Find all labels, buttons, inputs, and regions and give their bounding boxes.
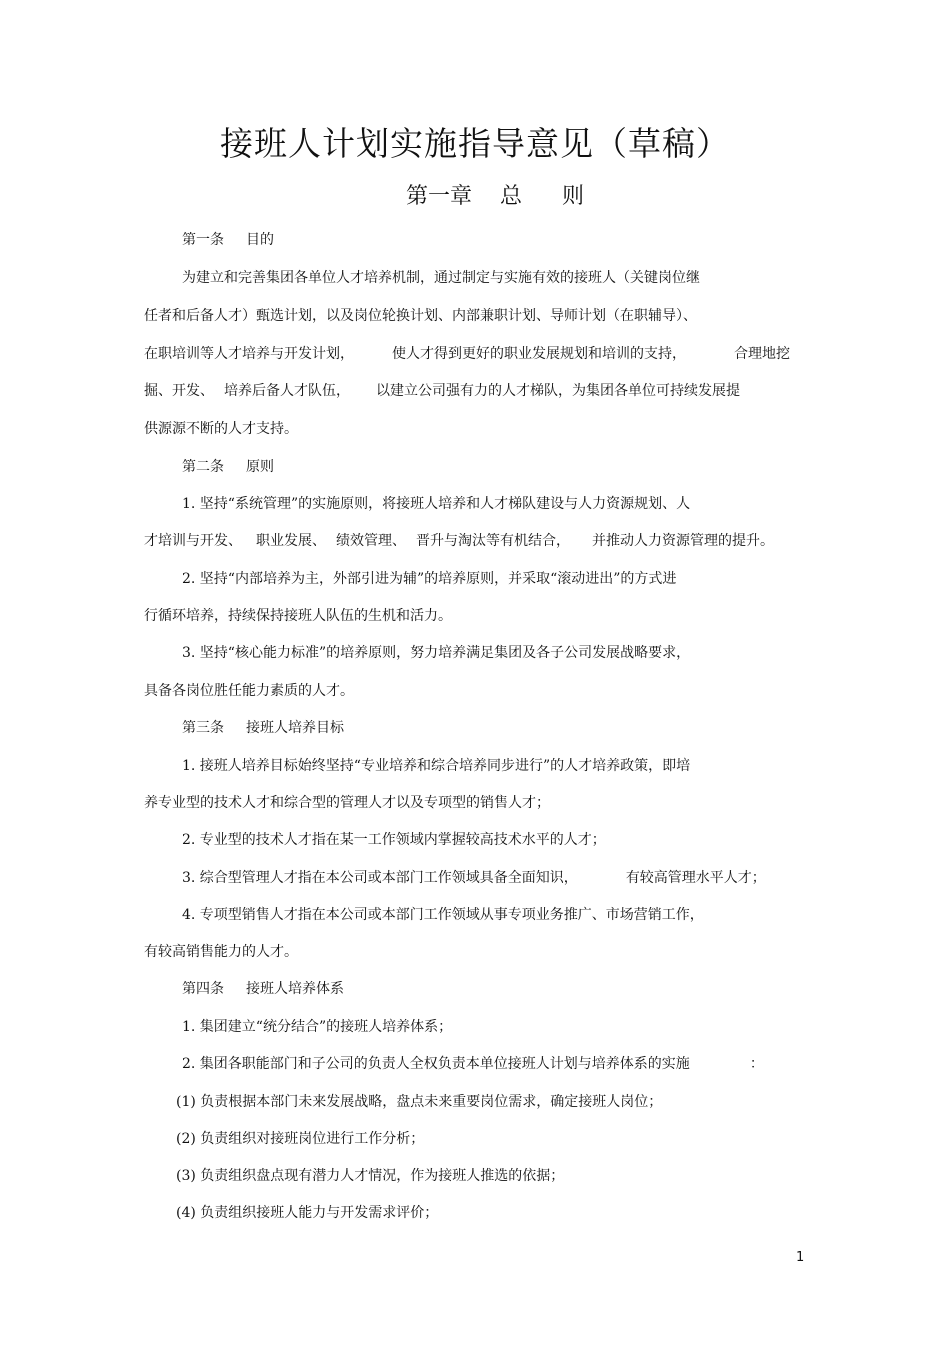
list-item: (2) 负责组织对接班岗位进行工作分析； xyxy=(176,1131,425,1147)
article-label: 第三条 xyxy=(182,720,224,736)
line-segment: 以建立公司强有力的人才梯队，为集团各单位可持续发展提 xyxy=(376,383,740,399)
paragraph-line: 4. 专项型销售人才指在本公司或本部门工作领域从事专项业务推广、市场营销工作， xyxy=(182,907,704,923)
paragraph-line xyxy=(144,344,790,364)
line-segment: 使人才得到更好的职业发展规划和培训的支持， xyxy=(392,346,686,362)
article-name: 接班人培养目标 xyxy=(246,720,344,736)
paragraph-line: 3. 坚持“核心能力标准”的培养原则，努力培养满足集团及各子公司发展战略要求， xyxy=(182,645,691,661)
article-4-heading xyxy=(182,979,344,999)
paragraph-line xyxy=(182,868,766,888)
article-label: 第一条 xyxy=(182,232,224,248)
line-segment: 2. 集团各职能部门和子公司的负责人全权负责本单位接班人计划与培养体系的实施 xyxy=(182,1056,690,1072)
page-number: 1 xyxy=(796,1250,805,1265)
line-segment: 培养后备人才队伍， xyxy=(224,383,350,399)
paragraph-line: 为建立和完善集团各单位人才培养机制，通过制定与实施有效的接班人（关键岗位继 xyxy=(182,270,700,286)
paragraph-line: 任者和后备人才）甄选计划，以及岗位轮换计划、内部兼职计划、导师计划（在职辅导）、 xyxy=(144,308,697,324)
list-item: (1) 负责根据本部门未来发展战略，盘点未来重要岗位需求，确定接班人岗位； xyxy=(176,1094,663,1110)
line-segment: ： xyxy=(749,1056,764,1072)
list-item: (4) 负责组织接班人能力与开发需求评价； xyxy=(176,1205,439,1221)
paragraph-line: 1. 集团建立“统分结合”的接班人培养体系； xyxy=(182,1019,453,1035)
article-name: 目的 xyxy=(246,232,274,248)
paragraph-line: 养专业型的技术人才和综合型的管理人才以及专项型的销售人才； xyxy=(144,795,550,811)
document-title: 接班人计划实施指导意见（草稿） xyxy=(220,124,730,163)
article-1-heading xyxy=(182,230,274,250)
article-2-heading xyxy=(182,457,274,477)
paragraph-line: 2. 专业型的技术人才指在某一工作领域内掌握较高技术水平的人才； xyxy=(182,832,606,848)
paragraph-line xyxy=(182,1054,764,1074)
paragraph-line: 行循环培养，持续保持接班人队伍的生机和活力。 xyxy=(144,608,452,624)
article-name: 接班人培养体系 xyxy=(246,981,344,997)
line-segment: 并推动人力资源管理的提升。 xyxy=(592,533,774,549)
chapter-word-1: 总 xyxy=(499,184,522,209)
paragraph-line: 有较高销售能力的人才。 xyxy=(144,944,298,960)
line-segment: 有较高管理水平人才； xyxy=(625,870,766,886)
article-label: 第二条 xyxy=(182,459,224,475)
chapter-word-2: 则 xyxy=(562,184,585,209)
article-name: 原则 xyxy=(246,459,274,475)
chapter-number: 第一章 xyxy=(405,184,472,209)
line-segment: 在职培训等人才培养与开发计划， xyxy=(144,346,354,362)
article-3-heading xyxy=(182,718,344,738)
paragraph-line: 1. 接班人培养目标始终坚持“专业培养和综合培养同步进行”的人才培养政策，即培 xyxy=(182,758,691,774)
line-segment: 绩效管理、 xyxy=(336,533,406,549)
paragraph-line: 具备各岗位胜任能力素质的人才。 xyxy=(144,683,354,699)
article-label: 第四条 xyxy=(182,981,224,997)
line-segment: 合理地挖 xyxy=(734,346,790,362)
chapter-heading xyxy=(0,182,950,212)
line-segment: 掘、开发、 xyxy=(144,383,214,399)
paragraph-line xyxy=(144,531,774,551)
line-segment: 3. 综合型管理人才指在本公司或本部门工作领域具备全面知识， xyxy=(182,870,578,886)
paragraph-line: 1. 坚持“系统管理”的实施原则，将接班人培养和人才梯队建设与人力资源规划、人 xyxy=(182,496,691,512)
line-segment: 职业发展、 xyxy=(256,533,326,549)
paragraph-line: 供源源不断的人才支持。 xyxy=(144,421,298,437)
list-item: (3) 负责组织盘点现有潜力人才情况，作为接班人推选的依据； xyxy=(176,1168,565,1184)
paragraph-line xyxy=(144,381,740,401)
line-segment: 晋升与淘汰等有机结合， xyxy=(416,533,570,549)
line-segment: 才培训与开发、 xyxy=(144,533,242,549)
paragraph-line: 2. 坚持“内部培养为主，外部引进为辅”的培养原则，并采取“滚动进出”的方式进 xyxy=(182,571,677,587)
